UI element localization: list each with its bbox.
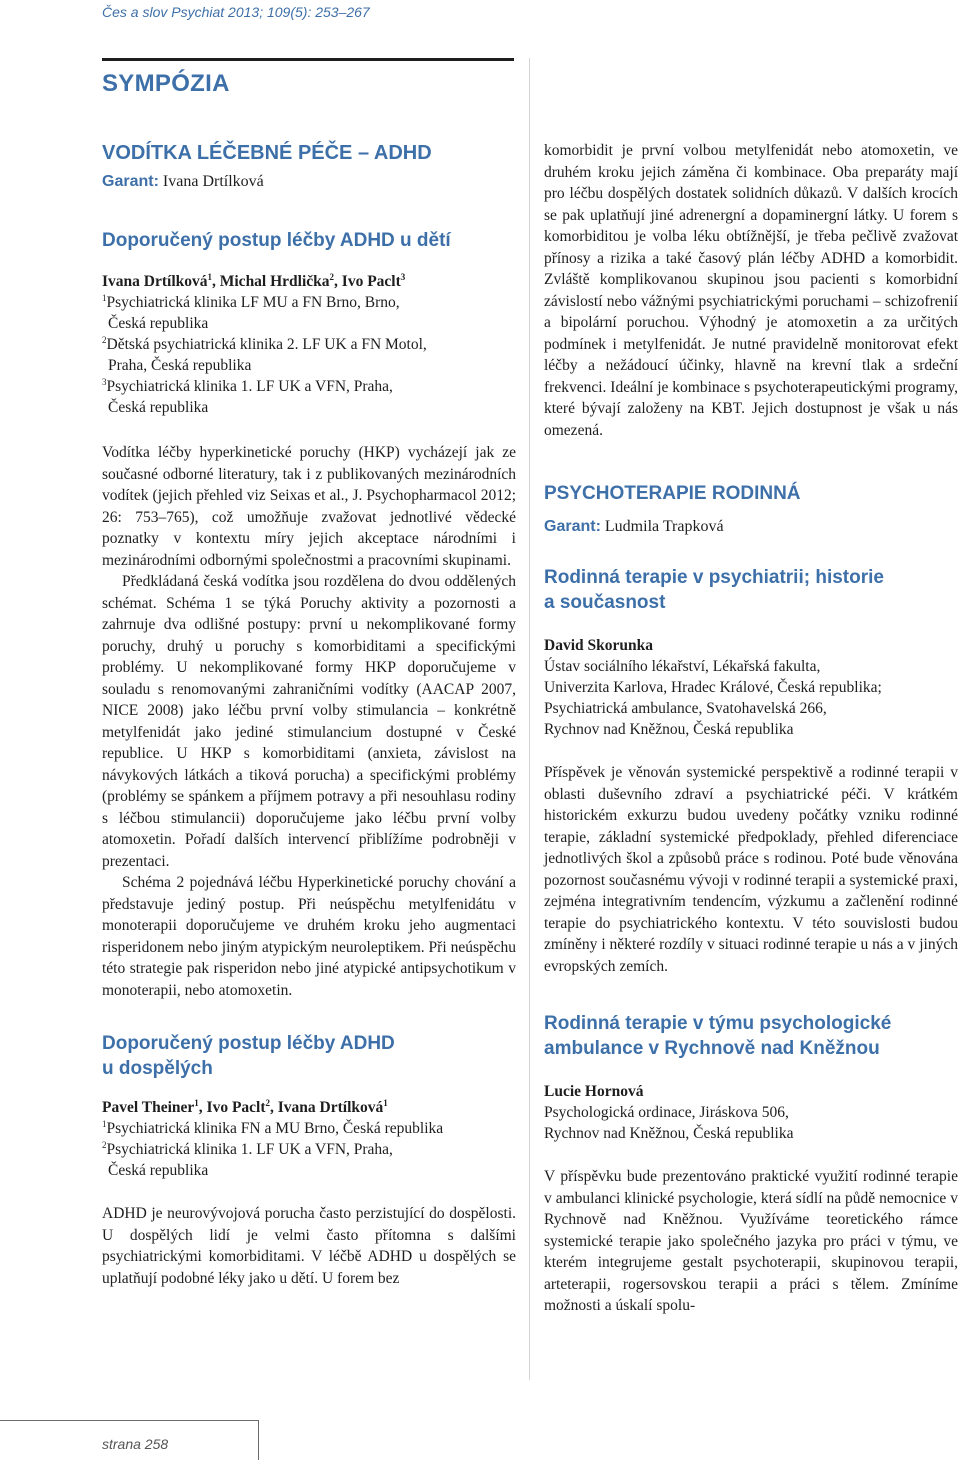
garant-label: Garant:: [544, 518, 601, 535]
section-title: SYMPÓZIA: [102, 70, 230, 97]
right-column: [544, 140, 958, 1317]
author-sup: 1: [194, 1097, 199, 1108]
affiliation: [102, 1118, 516, 1139]
abstract-paragraph: Příspěvek je věnován systemické perspektivě a rodinné terapii v oblasti duševního zdraví a psychiatrické péči. V krátkém historickém exkurzu budou uvedeny počátky vzniku rodinné terapie, základní systemické předpoklady, přehled diferenciace jednotlivých škol a způsobů práce s rodinou. Poté bude věnována pozornost současnému vývoji v rodinné terapii a systemické praxi, zejména integrativním tendencím, výzkumu a začlenění rodinné terapie do psychiatrického kontextu. V této souvislosti budou zmíněny i některé rozdíly v situaci rodinné terapie u nás a v jiných evropských zemích.: [544, 764, 958, 975]
affil-line: Rychnov nad Kněžnou, Česká republika: [544, 721, 794, 738]
author-sup: 2: [265, 1097, 271, 1108]
title-line: Doporučený postup léčby ADHD: [102, 1033, 395, 1054]
author-name: , Ivo Paclt: [198, 1099, 266, 1116]
affil-line: Psychiatrická klinika 1. LF UK a VFN, Praha,: [106, 378, 393, 395]
affil-line: Univerzita Karlova, Hradec Králové, Česká republika;: [544, 679, 882, 696]
title-line: Rodinná terapie v psychiatrii; historie: [544, 567, 884, 588]
article-title: [544, 1011, 958, 1061]
article-title: Doporučený postup léčby ADHD u dětí: [102, 230, 451, 251]
section-rule: [102, 58, 514, 61]
author-sup: 1: [383, 1097, 388, 1108]
affil-line: Psychiatrická klinika FN a MU Brno, Česká republika: [106, 1120, 444, 1137]
column-divider: [529, 58, 530, 1380]
affil-line: Česká republika: [108, 1162, 209, 1179]
affil-sup: 2: [102, 1139, 107, 1150]
garant-label: Garant:: [102, 173, 159, 190]
symposium-title: PSYCHOTERAPIE RODINNÁ: [544, 483, 801, 504]
article-author: David Skorunka: [544, 637, 653, 654]
affil-line: Psychiatrická ambulance, Svatohavelská 266,: [544, 700, 827, 717]
footer-divider: [258, 1420, 259, 1460]
affiliation: [102, 292, 516, 334]
abstract-paragraph: Vodítka léčby hyperkinetické poruchy (HKP) vycházejí jak ze současné odborné literatury, tak i z publikovaných mezinárodních vodítek (jejich přehled viz Seixas et al., J. Psychopharmacol 2012; 26: 753–765), což umožňuje zvažovat jednotlivé vědecké poznatky v kontextu míry jejich akceptace národními i mezinárodními odbornými společnostmi a pracovními skupinami.: [102, 444, 516, 569]
affiliation: [544, 656, 958, 740]
author-name: , Ivana Drtílková: [270, 1099, 384, 1116]
affil-sup: 1: [102, 1118, 107, 1129]
footer-rule: [0, 1420, 258, 1421]
garant: [102, 170, 516, 194]
abstract-paragraph: Předkládaná česká vodítka jsou rozdělena do dvou oddělených schémat. Schéma 1 se týká Poruchy aktivity a pozornosti a zahrnuje dva odlišné postupy: první u nekomplikované formy poruchy, druhý u poruchy s komorbiditami a specifickými problémy. U nekomplikované formy HKP doporučujeme v souladu s renomovanými zahraničními vodítky (AACAP 2007, NICE 2008) jako léčbu první volby stimulancia – konkrétně metylfenidát jako jediné stimulancium dostupné v České republice. U HKP s komorbiditami (anxieta, závislost na návykových látkách a tiková porucha) a specifickými problémy (problémy se spánkem a příjmem potravy a při nesouhlasu rodiny s léčbou stimulancii) doporučujeme jako léčbu první volby atomoxetin. Pořadí dalších intervencí přiblížíme podrobněji v prezentaci.: [102, 573, 516, 870]
affiliation: [102, 376, 516, 418]
author-sup: 2: [329, 271, 335, 282]
garant-name: Ludmila Trapková: [604, 518, 724, 535]
affil-line: Rychnov nad Kněžnou, Česká republika: [544, 1125, 794, 1142]
affil-line: Česká republika: [108, 315, 209, 332]
left-column: [102, 140, 516, 1289]
title-line: a současnost: [544, 592, 666, 613]
author-name: , Ivo Paclt: [334, 273, 401, 290]
affil-line: Praha, Česká republika: [108, 357, 252, 374]
affil-sup: 1: [102, 292, 107, 303]
affil-line: Ústav sociálního lékařství, Lékařská fakulta,: [544, 658, 821, 675]
abstract-paragraph: Schéma 2 pojednává léčbu Hyperkinetické poruchy chování a představuje jediný postup. Při neúspěchu metylfenidátu v monoterapii doporučujeme ve druhém kroku jeho augmentaci risperidonem nebo jiným atypickým neuroleptikem. Při neúspěchu této strategie pak risperidon nebo jiné atypické antipsychotikum v monoterapii, nebo atomoxetin.: [102, 874, 516, 999]
affil-line: Psychiatrická klinika LF MU a FN Brno, Brno,: [106, 294, 400, 311]
author-name: , Michal Hrdlička: [212, 273, 330, 290]
article-title: [544, 565, 958, 615]
affil-sup: 2: [102, 334, 107, 345]
running-head: Čes a slov Psychiat 2013; 109(5): 253–267: [102, 4, 370, 20]
title-line: Rodinná terapie v týmu psychologické: [544, 1013, 892, 1034]
affil-line: Dětská psychiatrická klinika 2. LF UK a FN Motol,: [106, 336, 427, 353]
author-name: Pavel Theiner: [102, 1099, 195, 1116]
article-authors: [102, 1097, 516, 1118]
article-author: Lucie Hornová: [544, 1083, 644, 1100]
garant-name: Ivana Drtílková: [162, 173, 264, 190]
abstract-paragraph: V příspěvku bude prezentováno praktické využití rodinné terapie v ambulanci klinické psychologie, která sídlí na půdě nemocnice v Rychnově nad Kněžnou. Využíváme teoretického rámce systemické terapie jako společného jazyka pro práci v týmu, ve kterém integrujeme gestalt psychoterapii, skupinovou terapii, arteterapii, rogersovskou terapii a práci s tělem. Zmíníme možnosti a úskalí spolu-: [544, 1168, 958, 1314]
author-name: Ivana Drtílková: [102, 273, 208, 290]
article-title: [102, 1031, 516, 1081]
symposium-title: VODÍTKA LÉČEBNÉ PÉČE – ADHD: [102, 142, 432, 164]
author-sup: 3: [400, 271, 406, 282]
title-line: u dospělých: [102, 1058, 213, 1079]
affiliation: [544, 1102, 958, 1144]
author-sup: 1: [207, 271, 212, 282]
abstract-paragraph: ADHD je neurovývojová porucha často perzistující do dospělosti. U dospělých lidí je velmi často přítomna s dalšími psychiatrickými komorbiditami. V léčbě ADHD u dospělých se uplatňují podobné léky jako u dětí. U forem bez: [102, 1205, 516, 1287]
affil-sup: 3: [102, 376, 107, 387]
garant: [544, 515, 958, 539]
abstract-paragraph-continued: komorbidit je první volbou metylfenidát nebo atomoxetin, ve druhém kroku jejich záměna či kombinace. Oba preparáty mají pro léčbu dospělých dostatek solidních důkazů. V dalších krocích se pak uplatňují jiné adrenergní a dopaminergní látky. U forem s komorbiditou je volba léku obtížnější, je třeba pečlivě zvažovat přínosy a rizika a také časový plán léčby ADHD a komorbidit. Zvláště komplikovanou skupinou jsou pacienti s komorbidní závislostí nebo vážnými psychiatrickými poruchami – schizofrenií a bipolární poruchou. Výhodný je atomoxetin a za určitých podmínek i metylfenidát. Je nutné pravidelně monitorovat efekt léčby a nežádoucí účinky, hlavně na krevní tlak a srdeční frekvenci. Ideální je kombinace s psychoterapeutickými programy, které bývají založeny na KBT. Jejich dostupnost je však u nás omezená.: [544, 142, 958, 439]
affil-line: Psychiatrická klinika 1. LF UK a VFN, Praha,: [106, 1141, 393, 1158]
title-line: ambulance v Rychnově nad Kněžnou: [544, 1038, 880, 1059]
affiliation: [102, 1139, 516, 1181]
affiliation: [102, 334, 516, 376]
page-number: strana 258: [102, 1436, 169, 1452]
affil-line: Psychologická ordinace, Jiráskova 506,: [544, 1104, 789, 1121]
affil-line: Česká republika: [108, 399, 209, 416]
article-authors: [102, 271, 516, 292]
